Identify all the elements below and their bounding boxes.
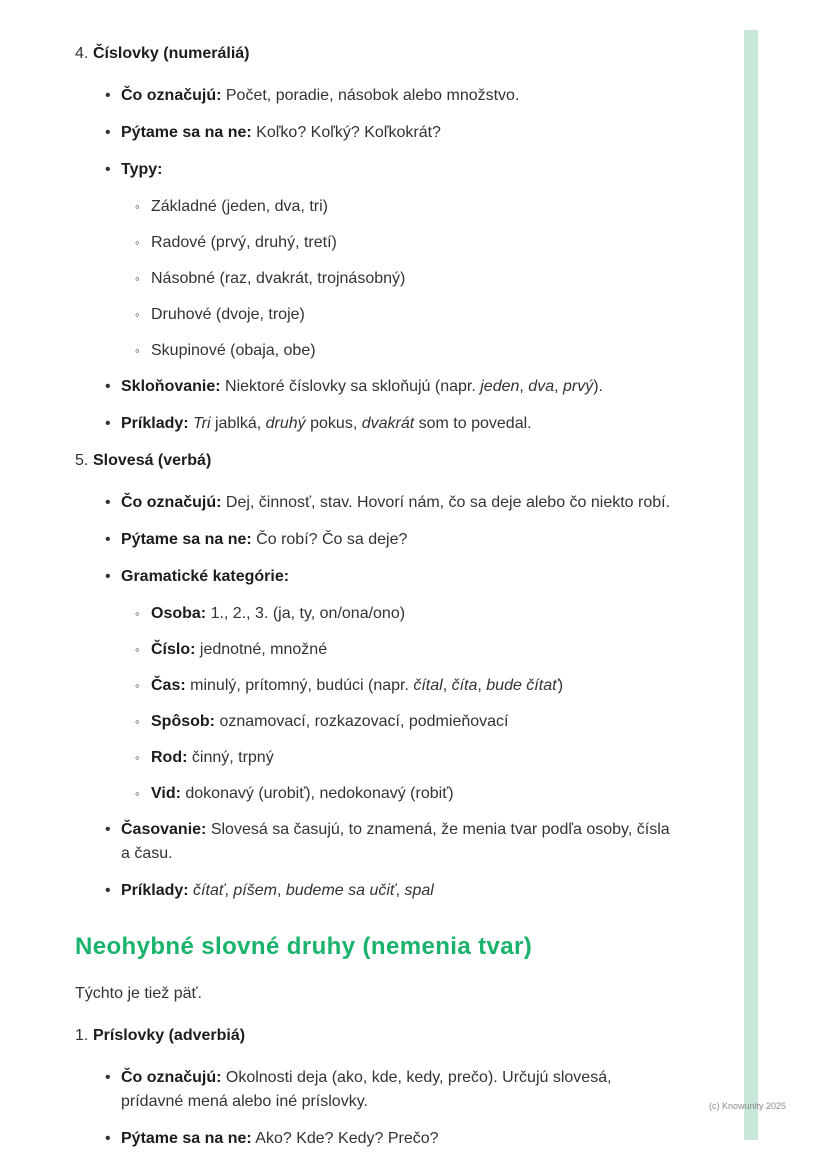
sub-bullet-item — [75, 746, 675, 770]
text-segment: , — [477, 677, 487, 694]
disc-bullet-icon: • — [105, 494, 111, 511]
disc-bullet-icon: • — [105, 821, 111, 838]
disc-bullet-icon: • — [105, 87, 111, 104]
heading-text — [93, 1024, 245, 1048]
bullet-item — [75, 412, 675, 436]
text-segment: Typy: — [121, 161, 163, 178]
text-segment: Skupinové (obaja, obe) — [151, 342, 316, 359]
section-heading — [75, 931, 675, 962]
sub-bullet-item — [75, 782, 675, 806]
bullet-item — [75, 1127, 675, 1151]
sub-bullet-item — [75, 602, 675, 626]
text-segment: Tri — [193, 415, 211, 432]
bullet-item — [75, 818, 675, 866]
circle-bullet-icon: ◦ — [135, 750, 140, 765]
text-segment: , — [519, 378, 529, 395]
disc-bullet-icon: • — [105, 378, 111, 395]
text-segment: Slovesá sa časujú, to znamená, že menia tvar podľa osoby, čísla a času. — [121, 821, 670, 862]
circle-bullet-icon: ◦ — [135, 343, 140, 358]
text-segment: ) — [557, 677, 564, 694]
text-segment: Spôsob: — [151, 713, 215, 730]
text-segment: Okolnosti deja (ako, kde, kedy, prečo). Určujú slovesá, prídavné mená alebo iné príslovky. — [121, 1069, 612, 1111]
bullet-item — [75, 491, 675, 515]
disc-bullet-icon: • — [105, 1130, 111, 1148]
text-segment: jeden — [480, 378, 520, 395]
text-segment: čítal — [413, 677, 443, 694]
sub-bullet-item — [75, 231, 675, 255]
text-segment: jablká, — [210, 415, 266, 432]
text-segment: dva — [528, 378, 555, 395]
text-segment: Čas: — [151, 677, 186, 694]
bullet-text — [151, 195, 328, 219]
circle-bullet-icon: ◦ — [135, 786, 140, 801]
bullet-item — [75, 565, 675, 589]
numbered-heading — [75, 449, 675, 473]
bullet-text — [151, 674, 563, 698]
bullet-text — [121, 158, 162, 182]
text-segment: Čo robí? Čo sa deje? — [251, 531, 408, 548]
heading-text — [93, 42, 250, 66]
text-segment: činný, trpný — [187, 749, 274, 766]
disc-bullet-icon: • — [105, 568, 111, 585]
document-content — [75, 36, 675, 1164]
bullet-text — [151, 638, 327, 662]
bullet-text — [151, 746, 274, 770]
text-segment: Príklady: — [121, 415, 189, 432]
circle-bullet-icon: ◦ — [135, 606, 140, 621]
text-segment: Čo označujú: — [121, 494, 222, 511]
text-segment: jednotné, množné — [195, 641, 328, 658]
text-segment: Príslovky (adverbiá) — [93, 1027, 246, 1045]
copyright-text: (c) Knowunity 2025 — [708, 1101, 786, 1111]
bullet-text — [121, 84, 519, 108]
text-segment: som to povedal. — [414, 415, 532, 432]
bullet-text — [121, 1066, 675, 1114]
circle-bullet-icon: ◦ — [135, 235, 140, 250]
text-segment: dokonavý (urobiť), nedokonavý (robiť) — [180, 785, 454, 802]
text-segment: píšem — [233, 882, 277, 899]
text-segment: ). — [593, 378, 603, 395]
text-segment: Násobné (raz, dvakrát, trojnásobný) — [151, 270, 406, 287]
bullet-text — [151, 231, 337, 255]
text-segment: Skloňovanie: — [121, 378, 221, 395]
bullet-text — [121, 528, 407, 552]
text-segment: prvý — [562, 378, 594, 395]
text-segment: Číslo: — [151, 641, 196, 658]
bullet-text — [151, 303, 305, 327]
disc-bullet-icon: • — [105, 882, 111, 899]
text-segment: pokus, — [305, 415, 362, 432]
text-segment: , — [224, 882, 234, 899]
text-segment: Čo označujú: — [121, 1069, 222, 1087]
right-accent-stripe — [744, 30, 758, 1140]
text-segment: budeme sa učiť — [285, 882, 396, 899]
bullet-item — [75, 84, 675, 108]
bullet-text — [151, 710, 508, 734]
text-segment: čítať — [193, 882, 225, 899]
bullet-text — [121, 375, 603, 399]
item-number: 4. — [75, 45, 89, 62]
bullet-text — [151, 339, 316, 363]
text-segment: , — [276, 882, 286, 899]
disc-bullet-icon: • — [105, 1069, 111, 1087]
disc-bullet-icon: • — [105, 124, 111, 141]
text-segment: Gramatické kategórie: — [121, 568, 290, 585]
text-segment: Pýtame sa na ne: — [121, 1130, 252, 1148]
text-segment: dvakrát — [361, 415, 415, 432]
numbered-heading — [75, 42, 675, 66]
text-segment: , — [395, 882, 405, 899]
text-segment: číta — [451, 677, 478, 694]
bullet-item — [75, 158, 675, 182]
text-segment: Vid: — [151, 785, 181, 802]
text-segment: Dej, činnosť, stav. Hovorí nám, čo sa deje alebo čo niekto robí. — [221, 494, 671, 511]
sub-bullet-item — [75, 710, 675, 734]
sub-bullet-item — [75, 267, 675, 291]
sub-bullet-item — [75, 674, 675, 698]
text-segment: , — [554, 378, 563, 395]
bullet-text — [121, 818, 675, 866]
text-segment: oznamovací, rozkazovací, podmieňovací — [215, 713, 509, 730]
text-segment: Radové (prvý, druhý, tretí) — [151, 234, 337, 251]
text-segment: Časovanie: — [121, 821, 207, 838]
disc-bullet-icon: • — [105, 531, 111, 548]
sub-bullet-item — [75, 638, 675, 662]
bullet-text — [151, 602, 405, 626]
circle-bullet-icon: ◦ — [135, 642, 140, 657]
text-segment: Slovesá (verbá) — [93, 452, 212, 469]
text-segment: Pýtame sa na ne: — [121, 531, 252, 548]
text-segment: , — [442, 677, 452, 694]
bullet-text — [121, 879, 434, 903]
text-segment: Druhové (dvoje, troje) — [151, 306, 305, 323]
circle-bullet-icon: ◦ — [135, 714, 140, 729]
bullet-text — [121, 491, 670, 515]
numbered-heading — [75, 1024, 675, 1048]
bullet-item — [75, 528, 675, 552]
sub-bullet-item — [75, 303, 675, 327]
text-segment: Týchto je tiež päť. — [75, 985, 202, 1003]
text-segment: Počet, poradie, násobok alebo množstvo. — [221, 87, 520, 104]
bullet-item — [75, 375, 675, 399]
text-segment: druhý — [265, 415, 306, 432]
text-segment: minulý, prítomný, budúci (napr. — [185, 677, 414, 694]
text-segment: spal — [404, 882, 434, 899]
circle-bullet-icon: ◦ — [135, 678, 140, 693]
text-segment: 1., 2., 3. (ja, ty, on/ona/ono) — [206, 605, 406, 622]
bullet-text — [121, 565, 289, 589]
sub-bullet-item — [75, 339, 675, 363]
text-segment: Rod: — [151, 749, 188, 766]
text-segment: Neohybné slovné druhy (nemenia tvar) — [75, 933, 533, 960]
bullet-item — [75, 879, 675, 903]
bullet-item — [75, 1066, 675, 1114]
circle-bullet-icon: ◦ — [135, 307, 140, 322]
text-segment: Základné (jeden, dva, tri) — [151, 198, 328, 215]
text-segment: Pýtame sa na ne: — [121, 124, 252, 141]
item-number: 5. — [75, 452, 89, 469]
sub-bullet-item — [75, 195, 675, 219]
disc-bullet-icon: • — [105, 161, 111, 178]
text-segment: bude čítať — [486, 677, 558, 694]
disc-bullet-icon: • — [105, 415, 111, 432]
text-segment: Čo označujú: — [121, 87, 222, 104]
circle-bullet-icon: ◦ — [135, 199, 140, 214]
bullet-text — [151, 267, 405, 291]
paragraph — [75, 982, 675, 1006]
heading-text — [93, 449, 211, 473]
circle-bullet-icon: ◦ — [135, 271, 140, 286]
bullet-text — [121, 412, 532, 436]
text-segment: Ako? Kde? Kedy? Prečo? — [251, 1130, 439, 1148]
text-segment: Osoba: — [151, 605, 207, 622]
item-number: 1. — [75, 1027, 89, 1045]
text-segment: Niektoré číslovky sa skloňujú (napr. — [220, 378, 481, 395]
bullet-text — [121, 1127, 439, 1151]
bullet-text — [151, 782, 454, 806]
bullet-item — [75, 121, 675, 145]
text-segment: Príklady: — [121, 882, 189, 899]
text-segment: Koľko? Koľký? Koľkokrát? — [251, 124, 441, 141]
text-segment: Číslovky (numeráliá) — [93, 45, 250, 62]
bullet-text — [121, 121, 441, 145]
